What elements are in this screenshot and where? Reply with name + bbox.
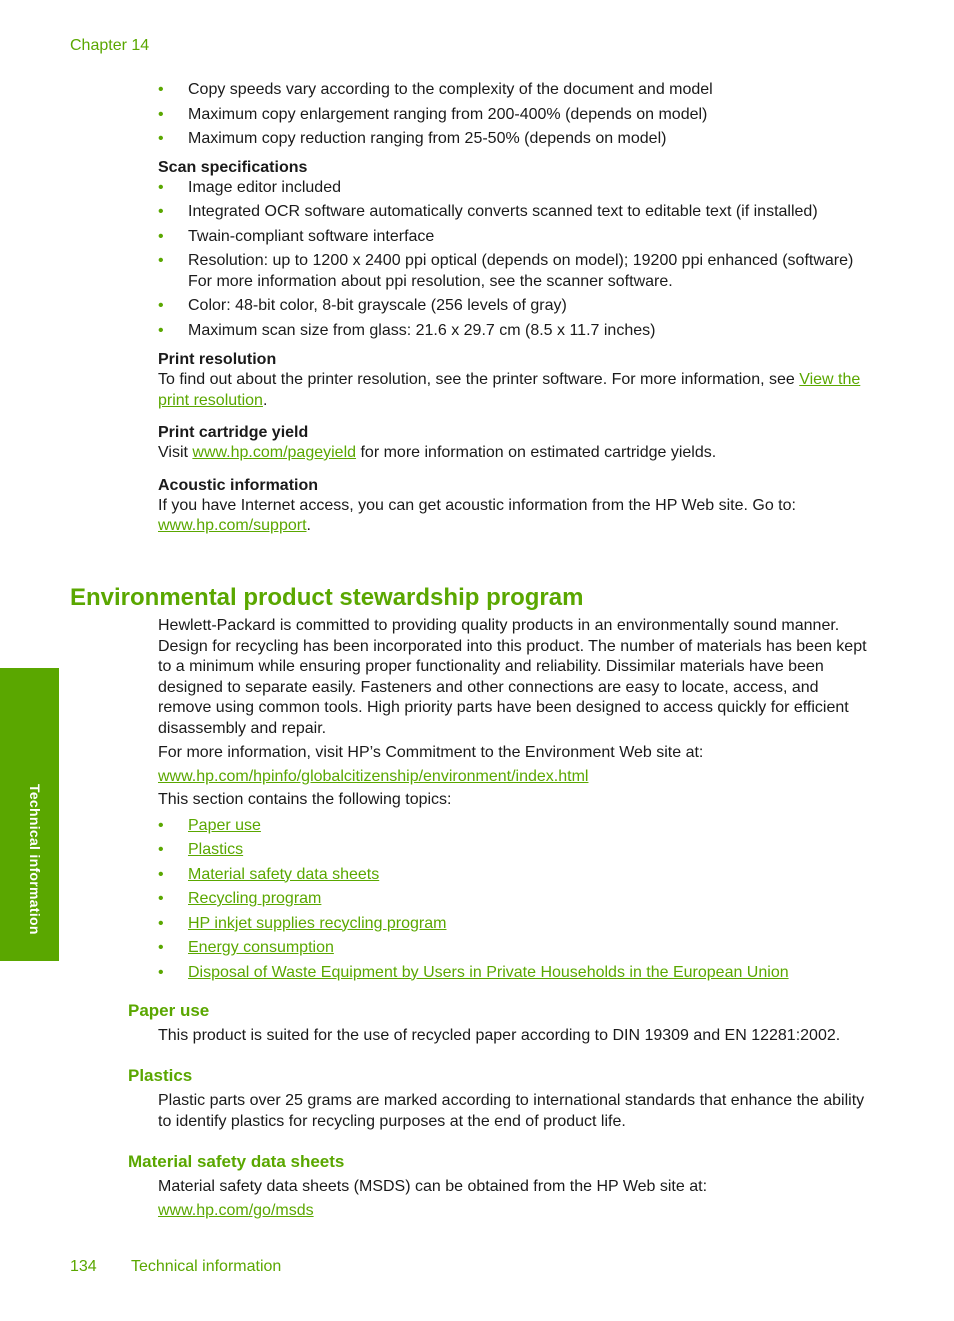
bullet-icon: • (158, 297, 164, 314)
list-item (158, 938, 870, 959)
topic-link-recycling[interactable]: Recycling program (188, 890, 322, 907)
bullet-icon: • (158, 963, 164, 981)
chapter-label: Chapter 14 (70, 37, 150, 54)
scan-specs-heading: Scan specifications (158, 158, 308, 176)
side-tab-label: Technical information (27, 784, 43, 935)
list-item (158, 840, 870, 861)
topic-link-plastics[interactable]: Plastics (188, 841, 244, 858)
bullet-icon: • (158, 130, 164, 147)
resolution-note: For more information about ppi resolution, see the scanner software. (188, 272, 673, 290)
cartridge-yield-text: Visit www.hp.com/pageyield for more information on estimated cartridge yields. (158, 444, 717, 461)
topics-list (158, 816, 870, 984)
paper-use-text: This product is suited for the use of recycled paper according to DIN 19309 and EN 12281:2002. (158, 1027, 841, 1044)
acoustic-text: If you have Internet access, you can get acoustic information from the HP Web site. Go to: www.hp.com/support. (158, 496, 796, 534)
env-link-row (158, 767, 870, 788)
list-item: • Integrated OCR software automatically converts scanned text to editable text (if installed) (158, 202, 870, 223)
list-item: • Image editor included (158, 178, 870, 199)
bullet-icon: • (158, 841, 164, 858)
acoustic-heading: Acoustic information (158, 476, 319, 494)
list-item (158, 963, 870, 984)
env-intro: Hewlett-Packard is committed to providing quality products in an environmentally sound manner. Design for recycling has been incorporated into this product. The number of materials has been kept to a minimum while ensuring proper functionality and reliability. Dissimilar materials have been designed to separate easily. Fasteners and other connections are easy to locate, access, and remove using common tools. High priority parts have been designed to access quickly for efficient disassembly and repair. (158, 617, 867, 737)
env-content (158, 616, 870, 987)
bullet-icon: • (158, 178, 164, 196)
list-item: • Resolution: up to 1200 x 2400 ppi optical (depends on model); 19200 ppi enhanced (software) For more information about ppi resolution, see the scanner software. (158, 252, 854, 290)
support-link[interactable]: www.hp.com/support (158, 517, 307, 534)
copy-bullet-list (158, 80, 870, 150)
topic-link-inkjet-recycling[interactable]: HP inkjet supplies recycling program (188, 914, 447, 932)
list-item (158, 914, 870, 935)
footer-section: Technical information (131, 1258, 282, 1275)
pageyield-link[interactable]: www.hp.com/pageyield (192, 444, 357, 461)
msds-text: Material safety data sheets (MSDS) can be obtained from the HP Web site at: (158, 1178, 708, 1195)
bullet-icon: • (158, 252, 164, 269)
list-item: • Color: 48-bit color, 8-bit grayscale (256 levels of gray) (158, 296, 870, 317)
print-resolution-text: To find out about the printer resolution, see the printer software. For more information, see View the print resolution. (158, 371, 861, 409)
msds-heading: Material safety data sheets (128, 1152, 345, 1171)
topics-intro: This section contains the following topics: (158, 791, 452, 808)
bullet-icon: • (158, 105, 164, 123)
bullet-icon: • (158, 321, 164, 339)
top-content (158, 80, 870, 537)
cartridge-yield-heading: Print cartridge yield (158, 424, 309, 441)
bullet-icon: • (158, 81, 164, 98)
topic-link-paper-use[interactable]: Paper use (188, 816, 261, 834)
list-item (158, 816, 870, 837)
bullet-icon: • (158, 939, 164, 956)
list-item (158, 865, 870, 886)
bullet-icon: • (158, 890, 164, 907)
bullet-icon: • (158, 914, 164, 932)
plastics-heading: Plastics (128, 1066, 193, 1085)
topic-link-msds[interactable]: Material safety data sheets (188, 865, 380, 883)
list-item: • Maximum copy reduction ranging from 25-50% (depends on model) (158, 129, 870, 150)
list-item: • Copy speeds vary according to the complexity of the document and model (158, 80, 870, 101)
scan-bullet-list (158, 178, 870, 342)
list-item: • Maximum scan size from glass: 21.6 x 29.7 cm (8.5 x 11.7 inches) (158, 321, 870, 342)
bullet-icon: • (158, 203, 164, 220)
msds-link-row (158, 1201, 314, 1222)
print-resolution-link[interactable]: View the print resolution (158, 371, 861, 409)
msds-link[interactable]: www.hp.com/go/msds (158, 1202, 314, 1219)
list-item: • Maximum copy enlargement ranging from 200-400% (depends on model) (158, 105, 870, 126)
bullet-icon: • (158, 865, 164, 883)
env-commitment-link[interactable]: www.hp.com/hpinfo/globalcitizenship/environment/index.html (158, 767, 589, 785)
topic-link-disposal[interactable]: Disposal of Waste Equipment by Users in Private Households in the European Union (188, 963, 789, 981)
plastics-text: Plastic parts over 25 grams are marked according to international standards that enhance the ability to identify plastics for recycling purposes at the end of product life. (158, 1092, 865, 1130)
side-tab (0, 668, 59, 961)
paper-use-heading: Paper use (128, 1001, 210, 1020)
list-item: • Twain-compliant software interface (158, 227, 870, 248)
env-program-title: Environmental product stewardship program (70, 584, 584, 611)
env-more-info: For more information, visit HP’s Commitment to the Environment Web site at: (158, 744, 704, 761)
footer-page-number: 134 (70, 1258, 97, 1275)
bullet-icon: • (158, 227, 164, 245)
list-item (158, 889, 870, 910)
print-resolution-heading: Print resolution (158, 351, 277, 368)
bullet-icon: • (158, 816, 164, 834)
topic-link-energy[interactable]: Energy consumption (188, 939, 334, 956)
